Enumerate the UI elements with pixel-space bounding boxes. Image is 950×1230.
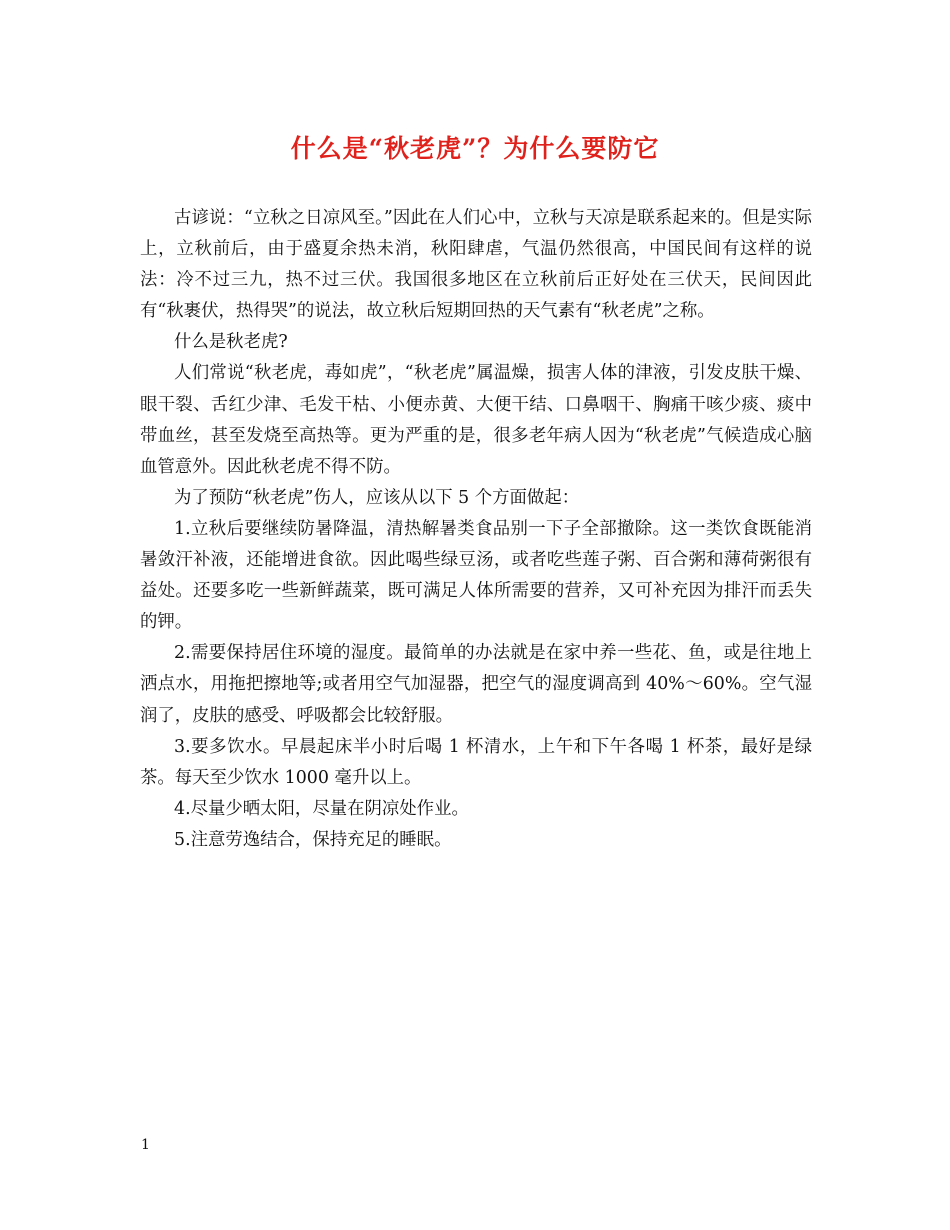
paragraph-tip-2: 2.需要保持居住环境的湿度。最简单的办法就是在家中养一些花、鱼，或是往地上洒点水，用拖把擦地等;或者用空气加湿器，把空气的湿度调高到 40%～60%。空气湿润了，皮肤的感受、呼吸都会比较舒服。 [140,643,812,726]
document-body [140,203,812,856]
paragraph-harm: 人们常说“秋老虎，毒如虎”，“秋老虎”属温燥，损害人体的津液，引发皮肤干燥、眼干裂、舌红少津、毛发干枯、小便赤黄、大便干结、口鼻咽干、胸痛干咳少痰、痰中带血丝，甚至发烧至高热等。更为严重的是，很多老年病人因为“秋老虎”气候造成心脑血管意外。因此秋老虎不得不防。 [140,363,812,477]
paragraph-tip-4: 4.尽量少晒太阳，尽量在阴凉处作业。 [174,798,469,819]
paragraph-intro: 古谚说：“立秋之日凉风至。”因此在人们心中，立秋与天凉是联系起来的。但是实际上，立秋前后，由于盛夏余热未消，秋阳肆虐，气温仍然很高，中国民间有这样的说法：冷不过三九，热不过三伏。我国很多地区在立秋前后正好处在三伏天，民间因此有“秋裹伏，热得哭”的说法，故立秋后短期回热的天气素有“秋老虎”之称。 [140,208,812,322]
paragraph-prevention-intro: 为了预防“秋老虎”伤人，应该从以下 5 个方面做起： [174,487,580,508]
page-number: 1 [141,1137,150,1153]
paragraph-tip-5: 5.注意劳逸结合，保持充足的睡眠。 [174,829,452,850]
document-title: 什么是“秋老虎”？为什么要防它 [290,134,660,163]
paragraph-question: 什么是秋老虎? [174,332,288,353]
paragraph-tip-1: 1.立秋后要继续防暑降温，清热解暑类食品别一下子全部撤除。这一类饮食既能消暑敛汗补液，还能增进食欲。因此喝些绿豆汤，或者吃些莲子粥、百合粥和薄荷粥很有益处。还要多吃一些新鲜蔬菜，既可满足人体所需要的营养，又可补充因为排汗而丢失的钾。 [140,518,812,633]
paragraph-tip-3: 3.要多饮水。早晨起床半小时后喝 1 杯清水，上午和下午各喝 1 杯茶，最好是绿茶。每天至少饮水 1000 毫升以上。 [140,736,812,788]
